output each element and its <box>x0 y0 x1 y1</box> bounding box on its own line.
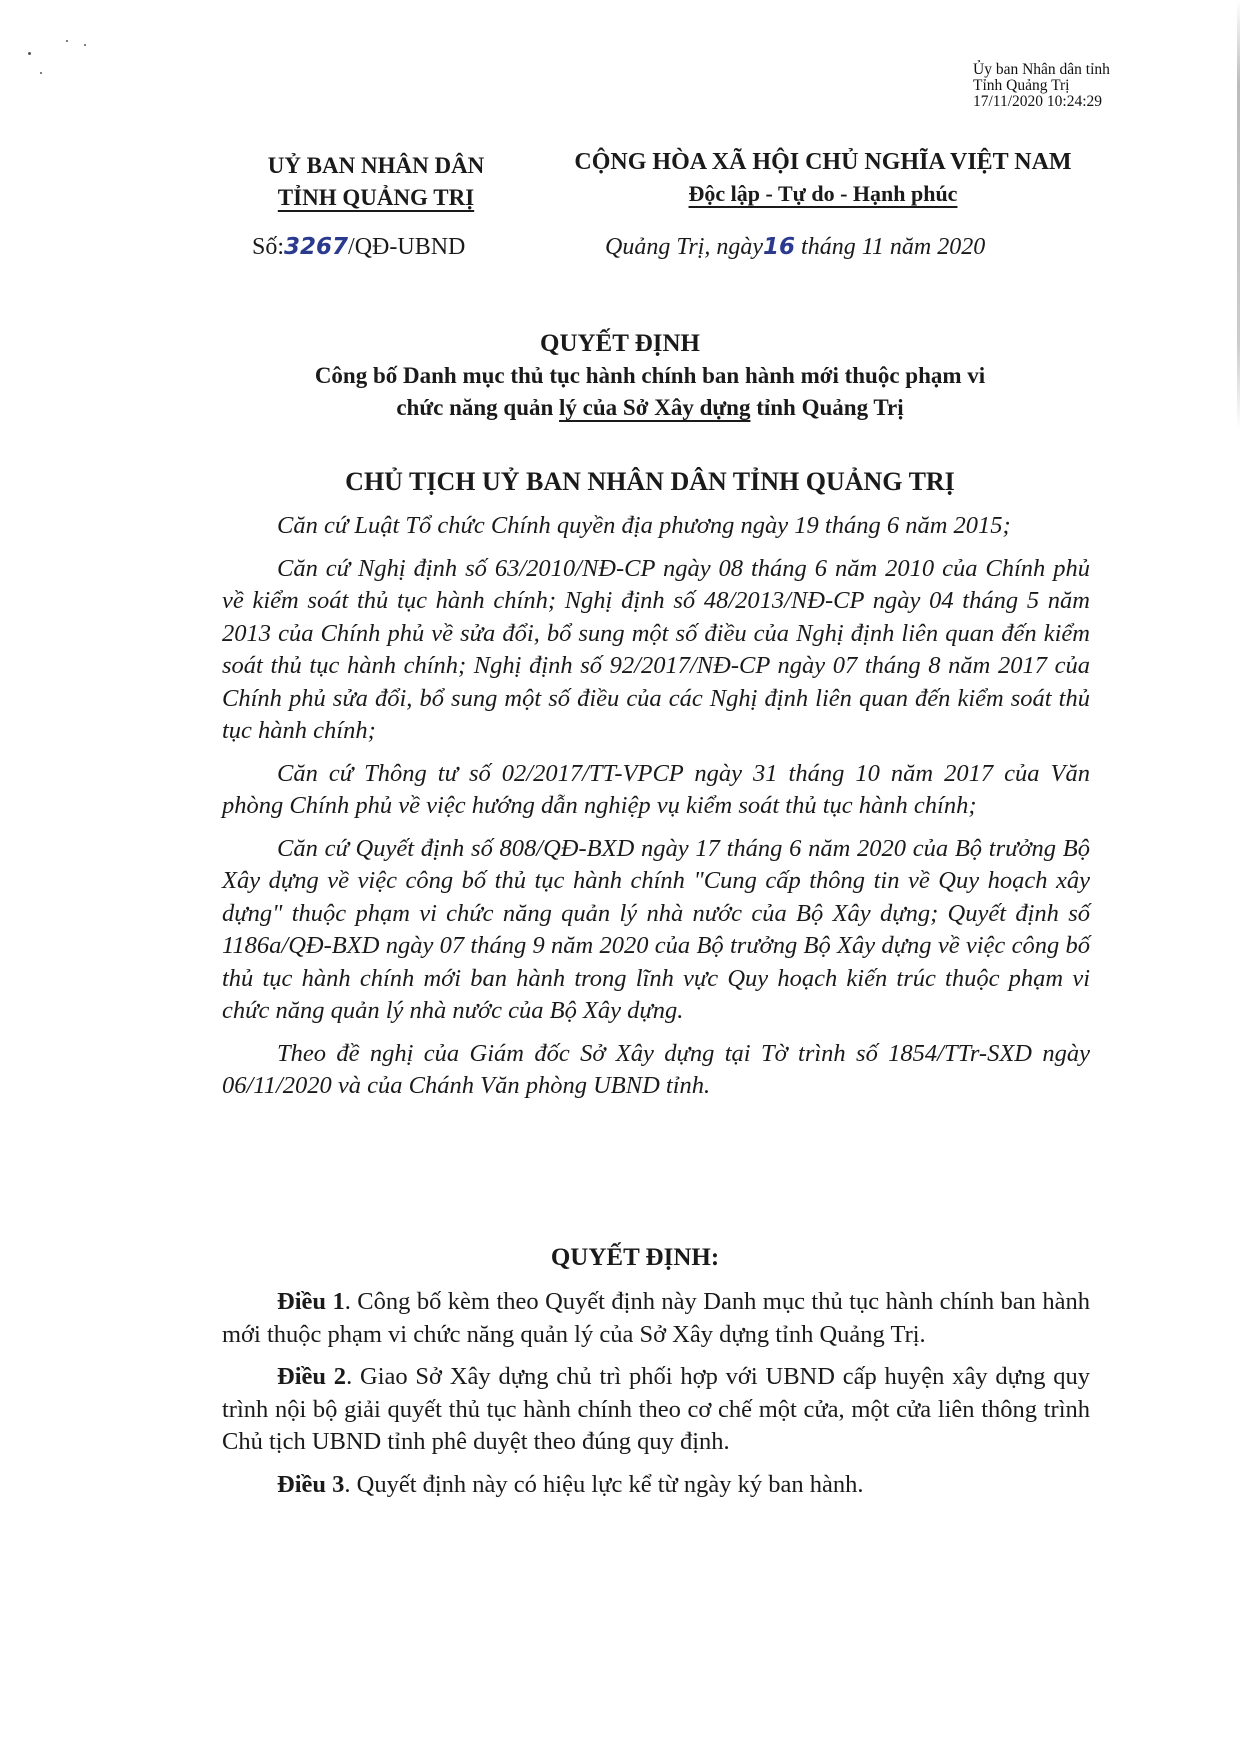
national-header <box>548 146 1098 210</box>
subtitle-line-1: Công bố Danh mục thủ tục hành chính ban hành mới thuộc phạm vi <box>314 363 986 388</box>
scan-speck <box>40 72 42 74</box>
document-subtitle <box>230 360 1070 424</box>
basis-paragraph: Căn cứ Luật Tổ chức Chính quyền địa phương ngày 19 tháng 6 năm 2015; <box>277 512 1011 539</box>
article-1 <box>222 1286 1090 1351</box>
national-motto: Độc lập - Tự do - Hạnh phúc <box>688 181 958 206</box>
scan-speck <box>28 52 31 55</box>
date-line <box>605 234 985 261</box>
subtitle-line-2c: tỉnh Quảng Trị <box>750 395 904 420</box>
article-label: Điều 3 <box>277 1470 345 1498</box>
subtitle-line-2a: chức năng quản <box>396 395 560 420</box>
article-text: . Quyết định này có hiệu lực kể từ ngày ký ban hành. <box>344 1470 864 1498</box>
article-label: Điều 1 <box>277 1288 345 1315</box>
article-3 <box>222 1469 1090 1502</box>
org-line-1: UỶ BAN NHÂN DÂN <box>267 153 485 178</box>
docno-suffix: /QĐ-UBND <box>348 234 466 260</box>
date-prefix: Quảng Trị, ngày <box>605 234 764 260</box>
date-handwritten-day: 16 <box>763 234 796 260</box>
digital-signature-stamp <box>973 62 1110 110</box>
docno-handwritten-number: 3267 <box>284 234 349 260</box>
stamp-line-2: Tỉnh Quảng Trị <box>973 77 1070 94</box>
stamp-line-3: 17/11/2020 10:24:29 <box>973 93 1103 110</box>
nation-name: CỘNG HÒA XÃ HỘI CHỦ NGHĨA VIỆT NAM <box>574 149 1072 175</box>
legal-basis <box>222 510 1090 1113</box>
basis-paragraph: Căn cứ Thông tư số 02/2017/TT-VPCP ngày 31 tháng 10 năm 2017 của Văn phòng Chính phủ về việc hướng dẫn nghiệp vụ kiểm soát thủ tục hành chính; <box>222 759 1090 819</box>
articles <box>222 1286 1090 1511</box>
subtitle-line-2b: lý của Sở Xây dựng <box>559 395 751 420</box>
stamp-line-1: Ủy ban Nhân dân tỉnh <box>973 61 1110 78</box>
document-number <box>252 234 465 261</box>
issuing-organization <box>250 150 502 214</box>
basis-paragraph: Căn cứ Quyết định số 808/QĐ-BXD ngày 17 tháng 6 năm 2020 của Bộ trưởng Bộ Xây dựng về việc công bố thủ tục hành chính "Cung cấp thông tin về Quy hoạch xây dựng" thuộc phạm vi chức năng quản lý nhà nước của Bộ Xây dựng; Quyết định số 1186a/QĐ-BXD ngày 07 tháng 9 năm 2020 của Bộ trưởng Bộ Xây dựng về việc công bố thủ tục hành chính mới ban hành trong lĩnh vực Quy hoạch kiến trúc thuộc phạm vi chức năng quản lý nhà nước của Bộ Xây dựng. <box>222 834 1090 1024</box>
decision-heading: QUYẾT ĐỊNH: <box>550 1244 720 1271</box>
docno-prefix: Số: <box>252 234 285 260</box>
article-2 <box>222 1361 1090 1459</box>
article-text: . Giao Sở Xây dựng chủ trì phối hợp với UBND cấp huyện xây dựng quy trình nội bộ giải quyết thủ tục hành chính theo cơ chế một cửa, một cửa liên thông trình Chủ tịch UBND tỉnh phê duyệt theo đúng quy định. <box>222 1363 1091 1455</box>
date-suffix: tháng 11 năm 2020 <box>795 234 986 260</box>
scan-speck <box>66 40 68 42</box>
basis-paragraph: Theo đề nghị của Giám đốc Sở Xây dựng tại Tờ trình số 1854/TTr-SXD ngày 06/11/2020 và của Chánh Văn phòng UBND tỉnh. <box>222 1039 1090 1099</box>
issuing-authority: CHỦ TỊCH UỶ BAN NHÂN DÂN TỈNH QUẢNG TRỊ <box>345 467 955 496</box>
document-title: QUYẾT ĐỊNH <box>540 330 700 357</box>
article-label: Điều 2 <box>277 1363 347 1390</box>
article-text: . Công bố kèm theo Quyết định này Danh mục thủ tục hành chính ban hành mới thuộc phạm vi chức năng quản lý của Sở Xây dựng tỉnh Quảng Trị. <box>222 1288 1090 1348</box>
org-line-2: TỈNH QUẢNG TRỊ <box>277 185 475 210</box>
basis-paragraph: Căn cứ Nghị định số 63/2010/NĐ-CP ngày 08 tháng 6 năm 2010 của Chính phủ về kiểm soát thủ tục hành chính; Nghị định số 48/2013/NĐ-CP ngày 04 tháng 5 năm 2013 của Chính phủ về sửa đổi, bổ sung một số điều của Nghị định liên quan đến kiểm soát thủ tục hành chính; Nghị định số 92/2017/NĐ-CP ngày 07 tháng 8 năm 2017 của Chính phủ sửa đổi, bổ sung một số điều của các Nghị định liên quan đến kiểm soát thủ tục hành chính; <box>222 554 1090 744</box>
scan-speck <box>84 44 86 46</box>
